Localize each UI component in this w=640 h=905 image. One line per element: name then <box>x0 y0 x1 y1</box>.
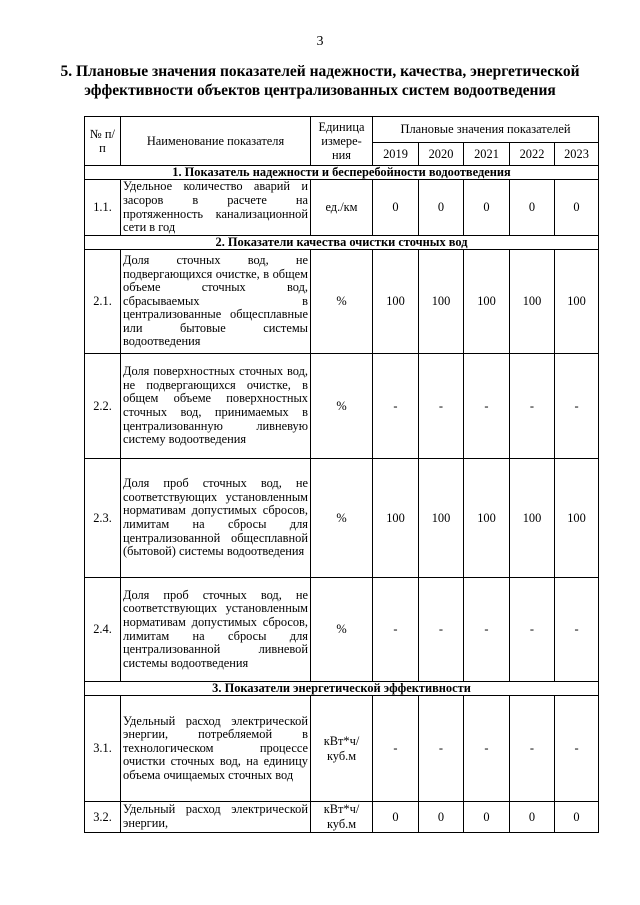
row-value: - <box>419 354 464 459</box>
row-value: - <box>373 354 419 459</box>
row-name: Доля проб сточных вод, не соответствующих установленным нормативам допустимых сбросов, лимитам на сбросы для централизованной общесплавной (бытовой) системы водоотведения <box>121 459 311 578</box>
row-unit: % <box>311 354 373 459</box>
section-heading: 2. Показатели качества очистки сточных вод <box>85 236 599 250</box>
row-value: 100 <box>373 250 419 354</box>
row-number: 2.3. <box>85 459 121 578</box>
header-unit: Единица измере-ния <box>311 117 373 166</box>
row-value: - <box>510 696 555 802</box>
header-plan: Плановые значения показателей <box>373 117 599 143</box>
row-name: Доля сточных вод, не подвергающихся очистке, в общем объеме сточных вод, сбрасываемых в централизованные общесплавные или бытовые системы водоотведения <box>121 250 311 354</box>
row-value: - <box>510 578 555 682</box>
row-value: 100 <box>419 459 464 578</box>
row-value: - <box>510 354 555 459</box>
row-unit: % <box>311 578 373 682</box>
row-number: 1.1. <box>85 180 121 236</box>
table-row <box>85 250 599 354</box>
row-value: - <box>464 354 510 459</box>
row-number: 3.1. <box>85 696 121 802</box>
row-name: Удельный расход электрической энергии, потребляемой в технологическом процессе очистки сточных вод, на единицу объема очищаемых сточных вод <box>121 696 311 802</box>
row-value: - <box>555 354 599 459</box>
row-value: 0 <box>510 802 555 833</box>
header-year: 2022 <box>510 143 555 166</box>
row-value: - <box>555 696 599 802</box>
row-unit: кВт*ч/ куб.м <box>311 696 373 802</box>
table-row <box>85 354 599 459</box>
row-number: 2.1. <box>85 250 121 354</box>
row-value: - <box>419 696 464 802</box>
header-year: 2021 <box>464 143 510 166</box>
row-value: 0 <box>419 180 464 236</box>
row-number: 2.4. <box>85 578 121 682</box>
table-row <box>85 459 599 578</box>
row-name: Доля поверхностных сточных вод, не подвергающихся очистке, в общем объеме поверхностных сточных вод, принимаемых в централизованную ливневую систему водоотведения <box>121 354 311 459</box>
section-title: 5. Плановые значения показателей надежности, качества, энергетической эффективности объектов централизованных систем водоотведения <box>60 63 580 99</box>
row-unit: % <box>311 250 373 354</box>
row-value: 100 <box>555 459 599 578</box>
row-name: Удельное количество аварий и засоров в расчете на протяженность канализационной сети в год <box>121 180 311 236</box>
row-unit: ед./км <box>311 180 373 236</box>
table-row <box>85 180 599 236</box>
table-row <box>85 696 599 802</box>
header-year: 2019 <box>373 143 419 166</box>
header-year: 2020 <box>419 143 464 166</box>
header-year: 2023 <box>555 143 599 166</box>
row-value: 0 <box>555 802 599 833</box>
row-value: - <box>373 696 419 802</box>
row-value: 100 <box>464 459 510 578</box>
row-value: 100 <box>373 459 419 578</box>
table-row <box>85 578 599 682</box>
row-value: - <box>373 578 419 682</box>
row-value: - <box>555 578 599 682</box>
section-heading: 3. Показатели энергетической эффективности <box>85 682 599 696</box>
row-number: 2.2. <box>85 354 121 459</box>
row-value: 100 <box>510 459 555 578</box>
row-value: - <box>464 696 510 802</box>
row-value: 100 <box>464 250 510 354</box>
row-number: 3.2. <box>85 802 121 833</box>
row-name: Доля проб сточных вод, не соответствующих установленным нормативам допустимых сбросов, лимитам на сбросы для централизованной ливневой системы водоотведения <box>121 578 311 682</box>
row-value: - <box>464 578 510 682</box>
header-name: Наименование показателя <box>121 117 311 166</box>
row-value: 100 <box>510 250 555 354</box>
row-value: 0 <box>419 802 464 833</box>
row-value: 0 <box>510 180 555 236</box>
section-heading: 1. Показатель надежности и бесперебойности водоотведения <box>85 166 599 180</box>
header-number: № п/п <box>85 117 121 166</box>
row-value: - <box>419 578 464 682</box>
row-unit: % <box>311 459 373 578</box>
row-name: Удельный расход электрической энергии, <box>121 802 311 833</box>
row-unit: кВт*ч/ куб.м <box>311 802 373 833</box>
row-value: 0 <box>464 802 510 833</box>
table-row <box>85 802 599 833</box>
row-value: 100 <box>419 250 464 354</box>
row-value: 0 <box>555 180 599 236</box>
row-value: 100 <box>555 250 599 354</box>
indicators-table <box>84 116 599 833</box>
row-value: 0 <box>373 802 419 833</box>
row-value: 0 <box>464 180 510 236</box>
row-value: 0 <box>373 180 419 236</box>
page-number: 3 <box>316 34 324 49</box>
